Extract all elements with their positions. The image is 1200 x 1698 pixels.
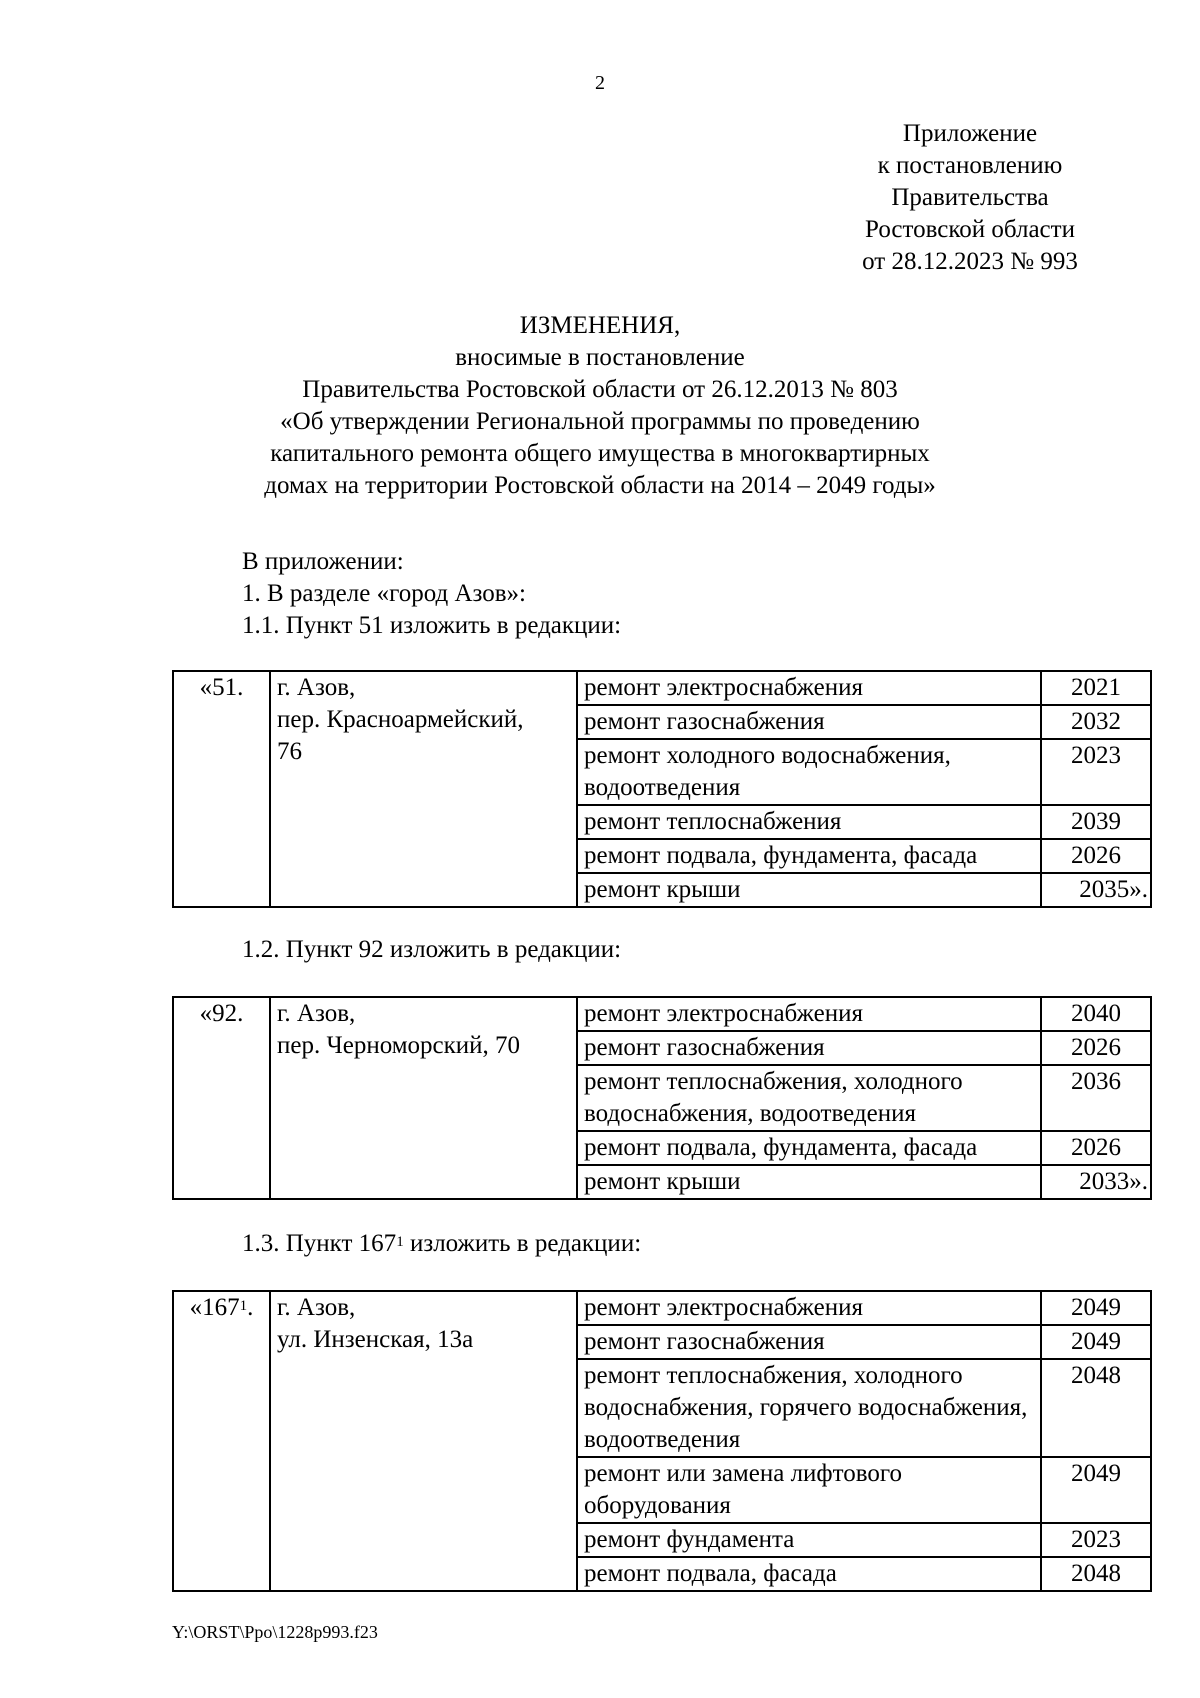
intro-line: 1. В разделе «город Азов»: — [242, 580, 526, 607]
heading-line: вносимые в постановление — [455, 344, 745, 371]
item-number-suffix: . — [247, 1294, 254, 1321]
paragraph-1-3 — [242, 1228, 641, 1260]
repair-table-167-1 — [172, 1290, 1152, 1592]
heading-line: капитального ремонта общего имущества в многоквартирных — [270, 440, 930, 467]
work-type: ремонт холодного водоснабжения, водоотведения — [577, 739, 1041, 805]
item-number — [173, 1291, 270, 1591]
work-type: ремонт подвала, фасада — [577, 1557, 1041, 1591]
appendix-block — [820, 118, 1120, 278]
heading-line: Правительства Ростовской области от 26.12.2013 № 803 — [302, 376, 898, 403]
work-year: 2033». — [1041, 1165, 1151, 1199]
address-line: ул. Инзенская, 13а — [277, 1326, 474, 1353]
work-year: 2021 — [1041, 671, 1151, 705]
work-year: 2026 — [1041, 1031, 1151, 1065]
appendix-line: Ростовской области — [865, 216, 1075, 243]
work-type: ремонт теплоснабжения — [577, 805, 1041, 839]
item-number: «51. — [173, 671, 270, 907]
item-address — [270, 997, 577, 1199]
paragraph-text: 1.3. Пункт 167 — [242, 1230, 397, 1257]
work-type: ремонт газоснабжения — [577, 1031, 1041, 1065]
work-year: 2032 — [1041, 705, 1151, 739]
work-type: ремонт электроснабжения — [577, 1291, 1041, 1325]
paragraph-1-2: 1.2. Пункт 92 изложить в редакции: — [242, 936, 622, 963]
file-path-footer: Y:\ORST\Ppo\1228p993.f23 — [172, 1622, 378, 1642]
appendix-line: Приложение — [902, 120, 1038, 147]
address-line: г. Азов, — [277, 1294, 356, 1321]
superscript: 1 — [239, 1298, 248, 1314]
work-type: ремонт фундамента — [577, 1523, 1041, 1557]
work-type: ремонт теплоснабжения, холодного водоснабжения, водоотведения — [577, 1065, 1041, 1131]
work-year: 2023 — [1041, 1523, 1151, 1557]
work-year: 2040 — [1041, 997, 1151, 1031]
appendix-line: к постановлению — [877, 152, 1063, 179]
repair-table-92 — [172, 996, 1152, 1200]
work-year: 2036 — [1041, 1065, 1151, 1131]
table-row — [173, 997, 1151, 1031]
item-address — [270, 671, 577, 907]
work-year: 2035». — [1041, 873, 1151, 907]
address-line: г. Азов, — [277, 1000, 356, 1027]
work-type: ремонт газоснабжения — [577, 705, 1041, 739]
work-year: 2026 — [1041, 839, 1151, 873]
work-type: ремонт теплоснабжения, холодного водоснабжения, горячего водоснабжения, водоотведения — [577, 1359, 1041, 1457]
item-number: «92. — [173, 997, 270, 1199]
work-year: 2048 — [1041, 1359, 1151, 1457]
document-heading — [150, 310, 1050, 502]
work-year: 2049 — [1041, 1291, 1151, 1325]
work-type: ремонт крыши — [577, 873, 1041, 907]
address-line: г. Азов, — [277, 674, 356, 701]
heading-line: ИЗМЕНЕНИЯ, — [519, 312, 681, 339]
intro-line: 1.1. Пункт 51 изложить в редакции: — [242, 612, 622, 639]
work-year: 2023 — [1041, 739, 1151, 805]
work-type: ремонт подвала, фундамента, фасада — [577, 1131, 1041, 1165]
repair-table-51 — [172, 670, 1152, 908]
work-type: ремонт или замена лифтового оборудования — [577, 1457, 1041, 1523]
heading-line: домах на территории Ростовской области на 2014 – 2049 годы» — [264, 472, 936, 499]
paragraph-text: изложить в редакции: — [403, 1230, 642, 1257]
heading-line: «Об утверждении Региональной программы по проведению — [280, 408, 920, 435]
work-year: 2026 — [1041, 1131, 1151, 1165]
address-line: 76 — [277, 738, 302, 765]
table-row — [173, 671, 1151, 705]
item-address — [270, 1291, 577, 1591]
work-type: ремонт крыши — [577, 1165, 1041, 1199]
work-year: 2049 — [1041, 1325, 1151, 1359]
work-year: 2039 — [1041, 805, 1151, 839]
address-line: пер. Красноармейский, — [277, 706, 524, 733]
work-type: ремонт электроснабжения — [577, 997, 1041, 1031]
appendix-line: Правительства — [891, 184, 1049, 211]
appendix-line: от 28.12.2023 № 993 — [862, 248, 1078, 275]
page-number: 2 — [595, 72, 605, 94]
work-year: 2048 — [1041, 1557, 1151, 1591]
table-row — [173, 1291, 1151, 1325]
work-type: ремонт газоснабжения — [577, 1325, 1041, 1359]
work-type: ремонт электроснабжения — [577, 671, 1041, 705]
work-type: ремонт подвала, фундамента, фасада — [577, 839, 1041, 873]
intro-line: В приложении: — [242, 548, 404, 575]
superscript: 1 — [396, 1234, 404, 1250]
address-line: пер. Черноморский, 70 — [277, 1032, 521, 1059]
work-year: 2049 — [1041, 1457, 1151, 1523]
item-number-text: «167 — [189, 1294, 240, 1321]
